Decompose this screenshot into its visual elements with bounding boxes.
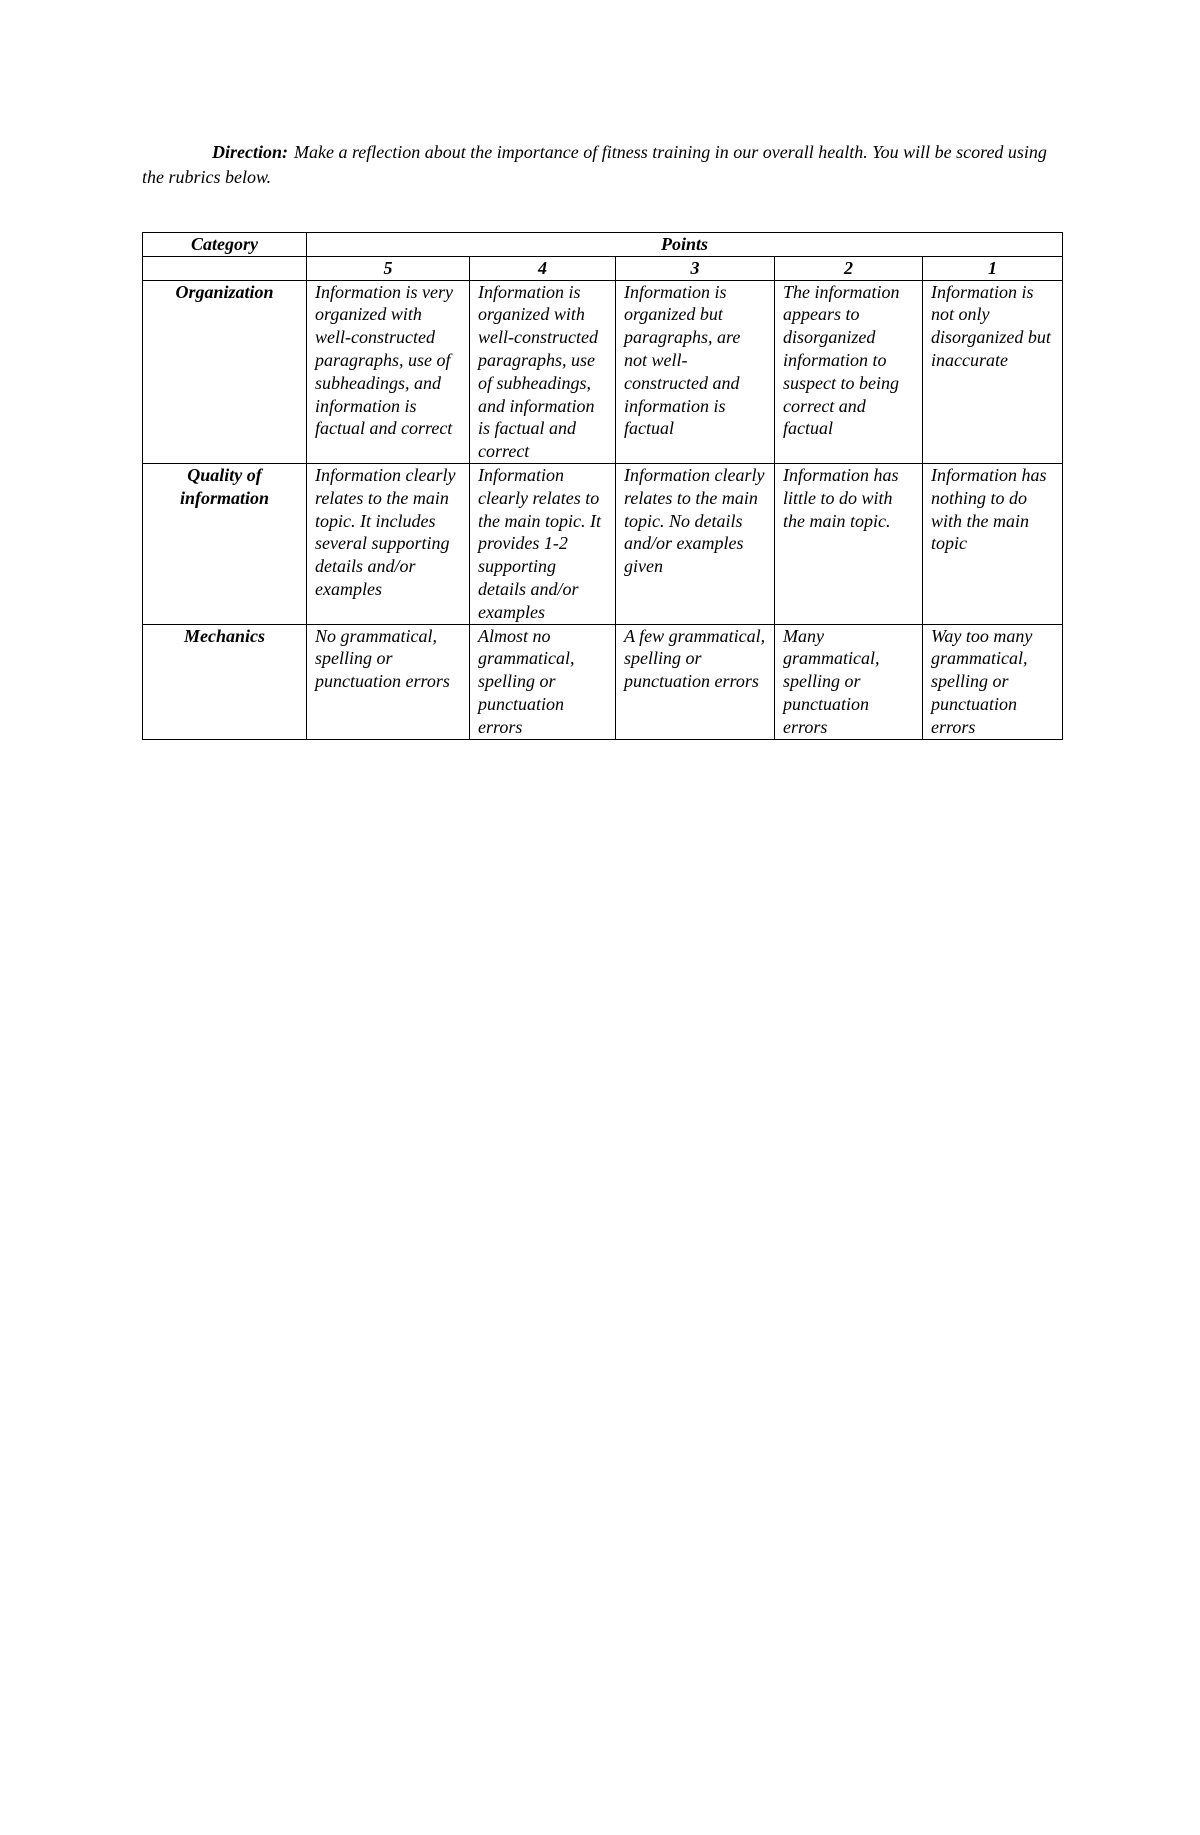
point-value-3: 3 — [616, 256, 775, 280]
organization-score-2: The information appears to disorganized information to suspect to being correct and factual — [775, 280, 923, 463]
category-quality-of-information: Quality of information — [143, 463, 307, 624]
points-header: Points — [307, 233, 1063, 257]
mechanics-score-1: Way too many grammatical, spelling or punctuation errors — [923, 624, 1063, 739]
rubric-row-mechanics — [143, 624, 1063, 739]
organization-score-1: Information is not only disorganized but inaccurate — [923, 280, 1063, 463]
quality-score-5: Information clearly relates to the main topic. It includes several supporting details and/or examples — [307, 463, 470, 624]
mechanics-score-5: No grammatical, spelling or punctuation errors — [307, 624, 470, 739]
mechanics-score-3: A few grammatical, spelling or punctuation errors — [616, 624, 775, 739]
organization-score-5: Information is very organized with well-constructed paragraphs, use of subheadings, and information is factual and correct — [307, 280, 470, 463]
organization-score-4: Information is organized with well-constructed paragraphs, use of subheadings, and information is factual and correct — [470, 280, 616, 463]
rubric-points-row — [143, 256, 1063, 280]
point-value-2: 2 — [775, 256, 923, 280]
points-row-blank-cell — [143, 256, 307, 280]
organization-score-3: Information is organized but paragraphs, are not well-constructed and information is factual — [616, 280, 775, 463]
point-value-1: 1 — [923, 256, 1063, 280]
direction-text: Make a reflection about the importance of fitness training in our overall health. You will be scored using the rubrics below. — [142, 142, 1047, 187]
quality-score-2: Information has little to do with the main topic. — [775, 463, 923, 624]
quality-score-4: Information clearly relates to the main topic. It provides 1-2 supporting details and/or examples — [470, 463, 616, 624]
category-organization: Organization — [143, 280, 307, 463]
quality-score-3: Information clearly relates to the main topic. No details and/or examples given — [616, 463, 775, 624]
direction-paragraph — [142, 140, 1062, 190]
point-value-5: 5 — [307, 256, 470, 280]
mechanics-score-4: Almost no grammatical, spelling or punctuation errors — [470, 624, 616, 739]
rubric-row-quality — [143, 463, 1063, 624]
rubric-table — [142, 232, 1063, 740]
category-mechanics: Mechanics — [143, 624, 307, 739]
category-header: Category — [143, 233, 307, 257]
quality-score-1: Information has nothing to do with the main topic — [923, 463, 1063, 624]
point-value-4: 4 — [470, 256, 616, 280]
rubric-row-organization — [143, 280, 1063, 463]
direction-label: Direction: — [212, 142, 288, 162]
mechanics-score-2: Many grammatical, spelling or punctuation errors — [775, 624, 923, 739]
rubric-header-row — [143, 233, 1063, 257]
